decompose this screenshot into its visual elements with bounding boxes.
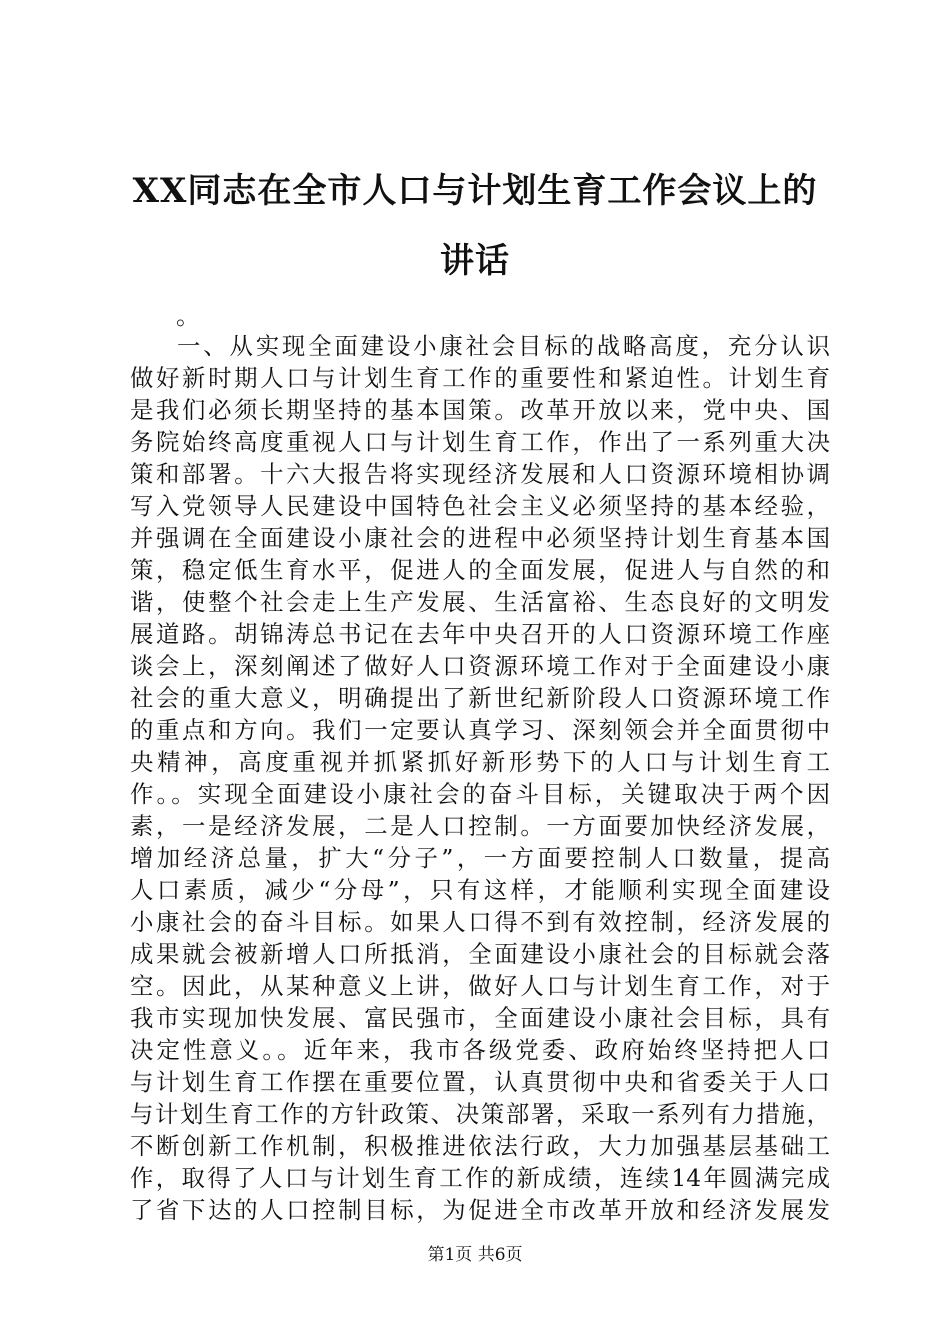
body-line: 写入党领导人民建设中国特色社会主义必须坚持的基本经验， — [130, 492, 830, 520]
body-line: 素，一是经济发展，二是人口控制。一方面要加快经济发展， — [130, 812, 830, 840]
body-line: 展道路。胡锦涛总书记在去年中央召开的人口资源环境工作座 — [130, 620, 830, 648]
body-line: 作，取得了人口与计划生育工作的新成绩，连续14年圆满完成 — [130, 1164, 830, 1192]
body-line: 央精神，高度重视并抓紧抓好新形势下的人口与计划生育工 — [130, 748, 830, 776]
body-line: 作。。实现全面建设小康社会的奋斗目标，关键取决于两个因 — [130, 780, 830, 808]
body-line: 小康社会的奋斗目标。如果人口得不到有效控制，经济发展的 — [130, 908, 830, 936]
body-line: 一、从实现全面建设小康社会目标的战略高度，充分认识 — [177, 332, 830, 360]
body-line: 并强调在全面建设小康社会的进程中必须坚持计划生育基本国 — [130, 524, 830, 552]
body-line: 的重点和方向。我们一定要认真学习、深刻领会并全面贯彻中 — [130, 716, 830, 744]
title-line-1: XX同志在全市人口与计划生育工作会议上的 — [132, 171, 818, 211]
body-line: 不断创新工作机制，积极推进依法行政，大力加强基层基础工 — [130, 1132, 830, 1160]
body-line: 务院始终高度重视人口与计划生育工作，作出了一系列重大决 — [130, 428, 830, 456]
body-line: 增加经济总量，扩大“分子”，一方面要控制人口数量，提高 — [130, 844, 830, 872]
body-line: 决定性意义。。近年来，我市各级党委、政府始终坚持把人口 — [130, 1036, 830, 1064]
body-text — [130, 330, 830, 1226]
body-line: 谈会上，深刻阐述了做好人口资源环境工作对于全面建设小康 — [130, 652, 830, 680]
body-line: 与计划生育工作的方针政策、决策部署，采取一系列有力措施， — [130, 1100, 830, 1128]
body-line: 做好新时期人口与计划生育工作的重要性和紧迫性。计划生育 — [130, 364, 830, 392]
body-line: 策和部署。十六大报告将实现经济发展和人口资源环境相协调 — [130, 460, 830, 488]
body-line: 我市实现加快发展、富民强市，全面建设小康社会目标，具有 — [130, 1004, 830, 1032]
title-line-2: 讲话 — [440, 241, 510, 281]
body-line: 社会的重大意义，明确提出了新世纪新阶段人口资源环境工作 — [130, 684, 830, 712]
body-line: 谐，使整个社会走上生产发展、生活富裕、生态良好的文明发 — [130, 588, 830, 616]
page-footer: 第1页 共6页 — [427, 1245, 523, 1265]
lead-mark: 。 — [176, 302, 200, 330]
body-line: 成果就会被新增人口所抵消，全面建设小康社会的目标就会落 — [130, 940, 830, 968]
body-line: 策，稳定低生育水平，促进人的全面发展，促进人与自然的和 — [130, 556, 830, 584]
body-line: 是我们必须长期坚持的基本国策。改革开放以来，党中央、国 — [130, 396, 830, 424]
body-line: 空。因此，从某种意义上讲，做好人口与计划生育工作，对于 — [130, 972, 830, 1000]
body-line: 与计划生育工作摆在重要位置，认真贯彻中央和省委关于人口 — [130, 1068, 830, 1096]
body-line: 了省下达的人口控制目标，为促进全市改革开放和经济发展发 — [130, 1196, 830, 1224]
body-line: 人口素质，减少“分母”，只有这样，才能顺利实现全面建设 — [130, 876, 830, 904]
document-title — [110, 156, 840, 296]
